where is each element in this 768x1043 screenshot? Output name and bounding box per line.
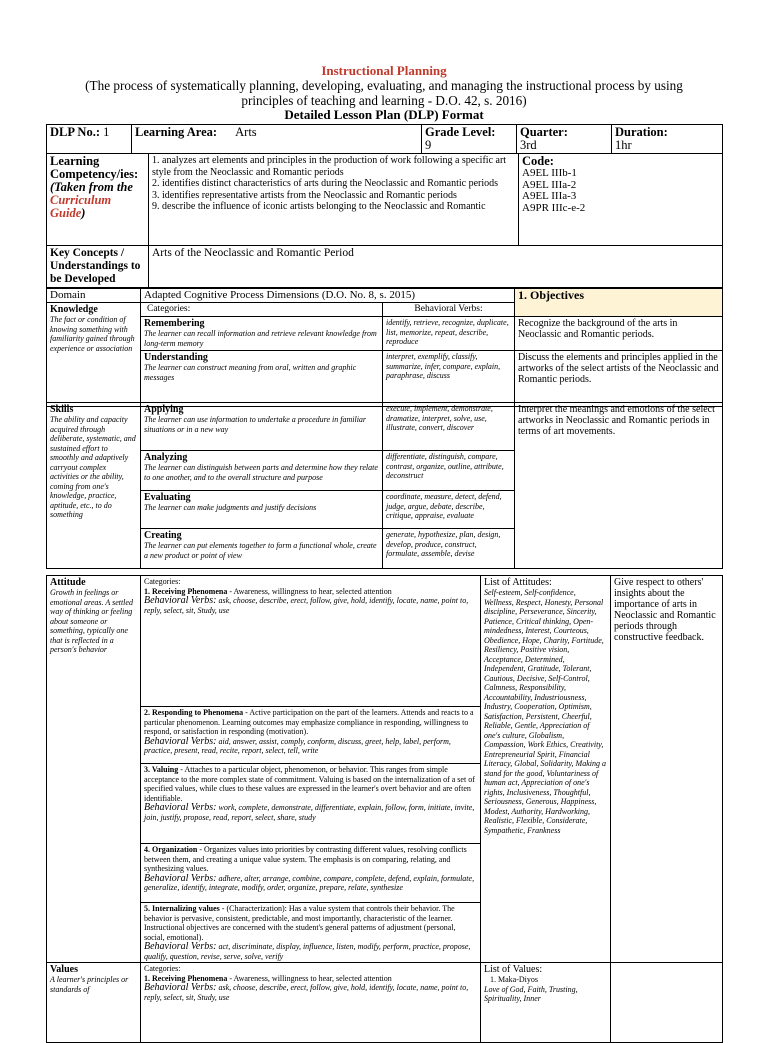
page-subtitle: (The process of systematically planning, developing, evaluating, and managing the instructional process by using principles of teaching and learning - D.O. 42, s. 2016) — [85, 78, 683, 108]
attitude-level-3: 3. Valuing - Attaches to a particular object, phenomenon, or behavior. This ranges from simple acceptance to the more complex state of commitment. Valuing is based on the internalization of a set of specified values, while clues to these values are expressed in the learner's overt behavior and are often identifiable. Behavioral Verbs: work, complete, demonstrate, differentiate, explain, follow, form, initiate, invite, join, justify, propose, read, report, select, share, study — [141, 764, 481, 844]
attitudes-list-cell: List of Attitudes: Self-esteem, Self-confidence, Wellness, Respect, Honesty, Personal discipline, Perseverance, Sincerity, Patience, Critical thinking, Open-mindedness, Interest, Courteous, Obedience, Hope, Charity, Fortitude, Resiliency, Positive vision, Acceptance, Determined, Independent, Gratitude, Tolerant, Cautious, Decisive, Self-Control, Calmness, Responsibility, Accountability, Industriousness, Industry, Cooperation, Optimism, Satisfaction, Persistent, Cheerful, Reliable, Gentle, Appreciation of one's culture, Globalism, Compassion, Work Ethics, Creativity, Entrepreneurial Spirit, Financial Literacy, Global, Solidarity, Making a stand for the good, Voluntariness of human act, Appreciation of one's rights, Inclusiveness, Thoughtful, Seriousness, Generous, Happiness, Modest, Authority, Hardworking, Realistic, Flexible, Considerate, Sympathetic, Frankness — [481, 576, 611, 963]
verbs-remembering: identify, retrieve, recognize, duplicate, list, memorize, repeat, describe, reproduce — [383, 317, 515, 351]
category-applying: Applying The learner can use information to undertake a procedure in familiar situations or in a new way — [141, 403, 383, 451]
category-understanding: Understanding The learner can construct meaning from oral, written and graphic messages — [141, 351, 383, 407]
code-cell: Code: A9EL IIIb-1 A9EL IIIa-2 A9EL IIIa-3 A9PR IIIc-e-2 — [519, 154, 723, 246]
competency-label-cell: Learning Competency/ies: (Taken from the Curriculum Guide) — [47, 154, 149, 246]
categories-label: Categories: — [141, 303, 383, 317]
duration-cell: Duration: 1hr — [612, 125, 723, 154]
key-concepts-label: Key Concepts / Understandings to be Developed — [47, 246, 149, 288]
category-evaluating: Evaluating The learner can make judgments and justify decisions — [141, 491, 383, 529]
learning-area-value: Arts — [235, 125, 257, 139]
attitude-level-4: 4. Organization - Organizes values into priorities by contrasting different values, resolving conflicts between them, and creating a unique value system. The emphasis is on comparing, relating, and synthesizing values. Behavioral Verbs: adhere, alter, arrange, combine, compare, complete, defend, explain, formulate, generalize, identify, integrate, modify, order, organize, prepare, relate, synthesize — [141, 844, 481, 903]
category-analyzing: Analyzing The learner can distinguish between parts and determine how they relate to one another, and to the overall structure and purpose — [141, 451, 383, 491]
values-domain-cell: Values A learner's principles or standards of — [47, 963, 141, 1043]
quarter-value: 3rd — [520, 138, 537, 152]
duration-value: 1hr — [615, 138, 632, 152]
info-table — [46, 124, 723, 154]
dimensions-header: Adapted Cognitive Process Dimensions (D.O. No. 8, s. 2015) — [141, 289, 515, 303]
verbs-analyzing: differentiate, distinguish, compare, contrast, organize, outline, attribute, deconstruct — [383, 451, 515, 491]
code-item: A9EL IIIb-1 — [522, 167, 577, 179]
objective-remembering: Recognize the background of the arts in Neoclassic and Romantic periods. — [515, 317, 723, 351]
competency-item: 9. describe the influence of iconic artists belonging to the Neoclassic and Romantic — [152, 201, 486, 212]
attitude-level-5: 5. Internalizing values - (Characterization): Has a value system that controls their behavior. The behavior is pervasive, consistent, predictable, and most importantly, characteristic of the learner. Instructional objectives are concerned with the student's general patterns of adjustment (personal, social, emotional). Behavioral Verbs: act, discriminate, display, influence, listen, modify, perform, practice, propose, qualify, question, revise, serve, solve, verify — [141, 903, 481, 963]
objective-understanding: Discuss the elements and principles applied in the artworks of the select artists of the Neoclassic and Romantic periods. — [515, 351, 723, 407]
grade-level-value: 9 — [425, 138, 432, 152]
attitude-table — [46, 575, 723, 1043]
grade-level-cell: Grade Level: 9 — [422, 125, 517, 154]
category-creating: Creating The learner can put elements together to form a functional whole, create a new product or point of view — [141, 529, 383, 569]
attitude-level-1: Categories: 1. Receiving Phenomena - Awareness, willingness to hear, selected attention Behavioral Verbs: ask, choose, describe, erect, follow, give, hold, identify, locate, name, point to, reply, select, sit, Study, use — [141, 576, 481, 707]
skills-table — [46, 402, 723, 569]
key-concepts-value: Arts of the Neoclassic and Romantic Period — [149, 246, 723, 288]
competency-table — [46, 153, 723, 288]
attitude-domain-cell: Attitude Growth in feelings or emotional areas. A settled way of thinking or feeling about someone or something, typically one that is reflected in a person's behavior — [47, 576, 141, 963]
format-title: Detailed Lesson Plan (DLP) Format — [284, 107, 484, 122]
dlp-no-cell: DLP No.: 1 — [47, 125, 132, 154]
knowledge-table — [46, 288, 723, 407]
objective-values — [611, 963, 723, 1043]
values-level-1: Categories: 1. Receiving Phenomena - Awareness, willingness to hear, selected attention Behavioral Verbs: ask, choose, describe, erect, follow, give, hold, identify, locate, name, point to, reply, select, sit, Study, use — [141, 963, 481, 1043]
quarter-cell: Quarter: 3rd — [517, 125, 612, 154]
code-item: A9EL IIIa-2 — [522, 178, 577, 191]
code-item: A9PR IIIc-e-2 — [522, 201, 586, 214]
objective-skills: Interpret the meanings and emotions of the select artworks in Neoclassic and Romantic periods in terms of art movements. — [515, 403, 723, 569]
objectives-header: 1. Objectives — [515, 289, 723, 317]
category-remembering: Remembering The learner can recall information and retrieve relevant knowledge from long-term memory — [141, 317, 383, 351]
verbs-evaluating: coordinate, measure, detect, defend, judge, argue, debate, describe, critique, appraise, evaluate — [383, 491, 515, 529]
skills-domain-cell: Skills The ability and capacity acquired through deliberate, systematic, and sustained effort to smoothly and adaptively carryout complex activities or the ability, coming from one's knowledge, practice, aptitude, etc., to do something — [47, 403, 141, 569]
verbs-label: Behavioral Verbs: — [383, 303, 515, 317]
values-list-cell: List of Values: 1. Maka-Diyos Love of God, Faith, Trusting, Spirituality, Inner — [481, 963, 611, 1043]
code-item: A9EL IIIa-3 — [522, 190, 577, 202]
verbs-understanding: interpret, exemplify, classify, summarize, infer, compare, explain, paraphrase, discuss — [383, 351, 515, 407]
domain-header: Domain — [47, 289, 141, 303]
competency-item: 2. identifies distinct characteristics of arts during the Neoclassic and Romantic periods — [152, 178, 499, 189]
verbs-applying: execute, implement, demonstrate, dramatize, interpret, solve, use, illustrate, convert, discover — [383, 403, 515, 451]
verbs-creating: generate, hypothesize, plan, design, develop, produce, construct, formulate, assemble, devise — [383, 529, 515, 569]
competency-list-cell — [149, 154, 519, 246]
learning-area-cell: Learning Area: Arts — [132, 125, 422, 154]
page-title: Instructional Planning — [321, 63, 447, 78]
competency-item: 3. identifies representative artists from the Neoclassic and Romantic periods — [152, 189, 457, 201]
competency-item: 1. analyzes art elements and principles in the production of work following a specific art style from the Neoclassic and Romantic periods — [152, 155, 507, 178]
attitude-level-2: 2. Responding to Phenomena - Active participation on the part of the learners. Attends and reacts to a particular phenomenon. Learning outcomes may emphasize compliance in responding, willingness to respond, or satisfaction in responding (motivation). Behavioral Verbs: aid, answer, assist, comply, conform, discuss, greet, help, label, perform, practice, present, read, recite, report, select, tell, write — [141, 707, 481, 764]
knowledge-domain-cell: Knowledge The fact or condition of knowing something with familiarity gained through experience or association — [47, 303, 141, 407]
dlp-no-value: 1 — [103, 125, 110, 139]
objective-attitude: Give respect to others' insights about the importance of arts in Neoclassic and Romantic periods through constructive feedback. — [611, 576, 723, 963]
